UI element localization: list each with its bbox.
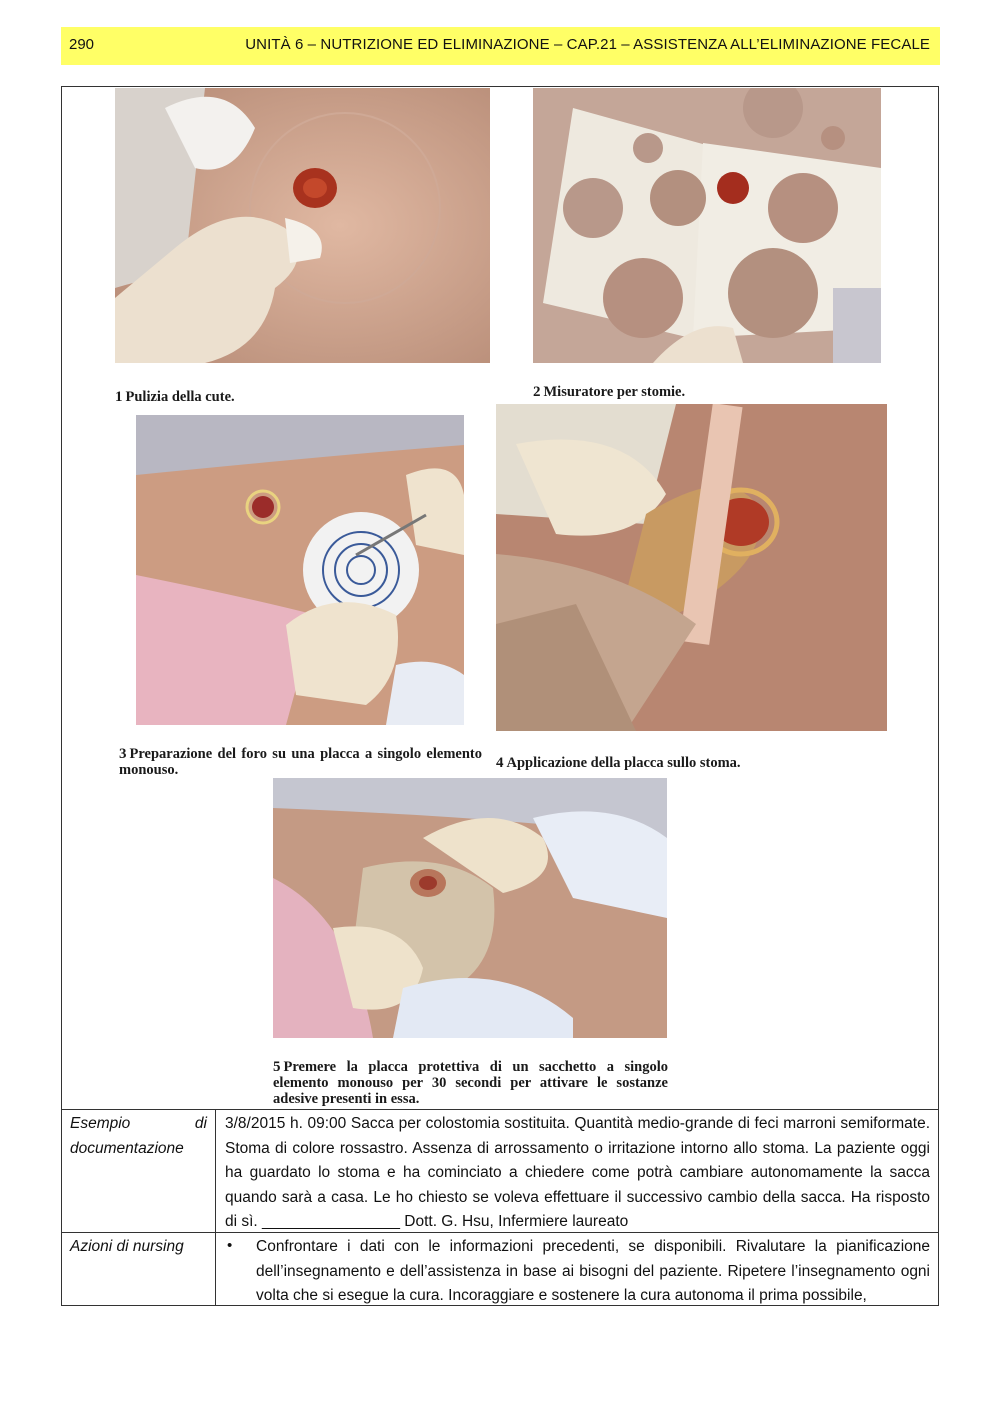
figure-4-caption xyxy=(496,755,896,771)
chapter-title: UNITÀ 6 – NUTRIZIONE ED ELIMINAZIONE – CAP.21 – ASSISTENZA ALL’ELIMINAZIONE FECALE xyxy=(245,36,930,53)
caption-text: Applicazione della placca sullo stoma. xyxy=(506,755,741,771)
photo-stoma-measurer xyxy=(533,88,881,363)
figure-number: 5 xyxy=(273,1059,281,1075)
photo-pouch-pressing xyxy=(273,778,667,1038)
caption-text: Premere la placca protettiva di un sacchetto a singolo elemento monouso per 30 secondi per attivare le sostanze adesive presenti in essa. xyxy=(273,1059,668,1107)
running-header xyxy=(61,27,940,65)
figure-1-caption xyxy=(115,389,495,405)
figure-number: 3 xyxy=(119,746,127,762)
caption-text: Misuratore per stomie. xyxy=(543,384,686,400)
caption-text: Preparazione del foro su una placca a singolo elemento monouso. xyxy=(119,746,482,778)
documentation-example-label: Esempio di documentazione xyxy=(70,1115,207,1157)
column-divider xyxy=(215,1109,216,1306)
figure-3-caption xyxy=(119,746,482,778)
figure-2-caption xyxy=(533,384,893,400)
figure-number: 1 xyxy=(115,389,123,405)
row-divider xyxy=(61,1109,939,1110)
bullet-marker: • xyxy=(227,1237,233,1254)
documentation-example-text: 3/8/2015 h. 09:00 Sacca per colostomia sostituita. Quantità medio-grande di feci marroni semiformate. Stoma di colore rossastro. Assenza di arrossamento o irritazione intorno allo stoma. La paziente oggi ha guardato lo stoma e ha cominciato a chiedere come potrà cambiare autonomamente la sacca quando sarà a casa. Le ho chiesto se voleva effettuare il successivo cambio della sacca. Ha risposto di sì. ________________ Dott. G. Hsu, Infermiere laureato xyxy=(225,1115,930,1230)
nursing-actions-label: Azioni di nursing xyxy=(70,1238,184,1255)
caption-text: Pulizia della cute. xyxy=(125,389,235,405)
photo-skin-cleaning xyxy=(115,88,490,363)
photo-wafer-application xyxy=(496,404,887,731)
figure-number: 2 xyxy=(533,384,541,400)
nursing-actions-text: Confrontare i dati con le informazioni precedenti, se disponibili. Rivalutare la pianificazione dell’insegnamento e dell’assistenza in base ai bisogni del paziente. Ripetere l’insegnamento ogni volta che si esegue la cura. Incoraggiare e sostenere la cura autonoma il prima possibile, xyxy=(256,1238,930,1304)
page-number: 290 xyxy=(69,36,95,53)
figure-5-caption xyxy=(273,1059,668,1107)
figure-number: 4 xyxy=(496,755,504,771)
photo-wafer-preparation xyxy=(136,415,464,725)
